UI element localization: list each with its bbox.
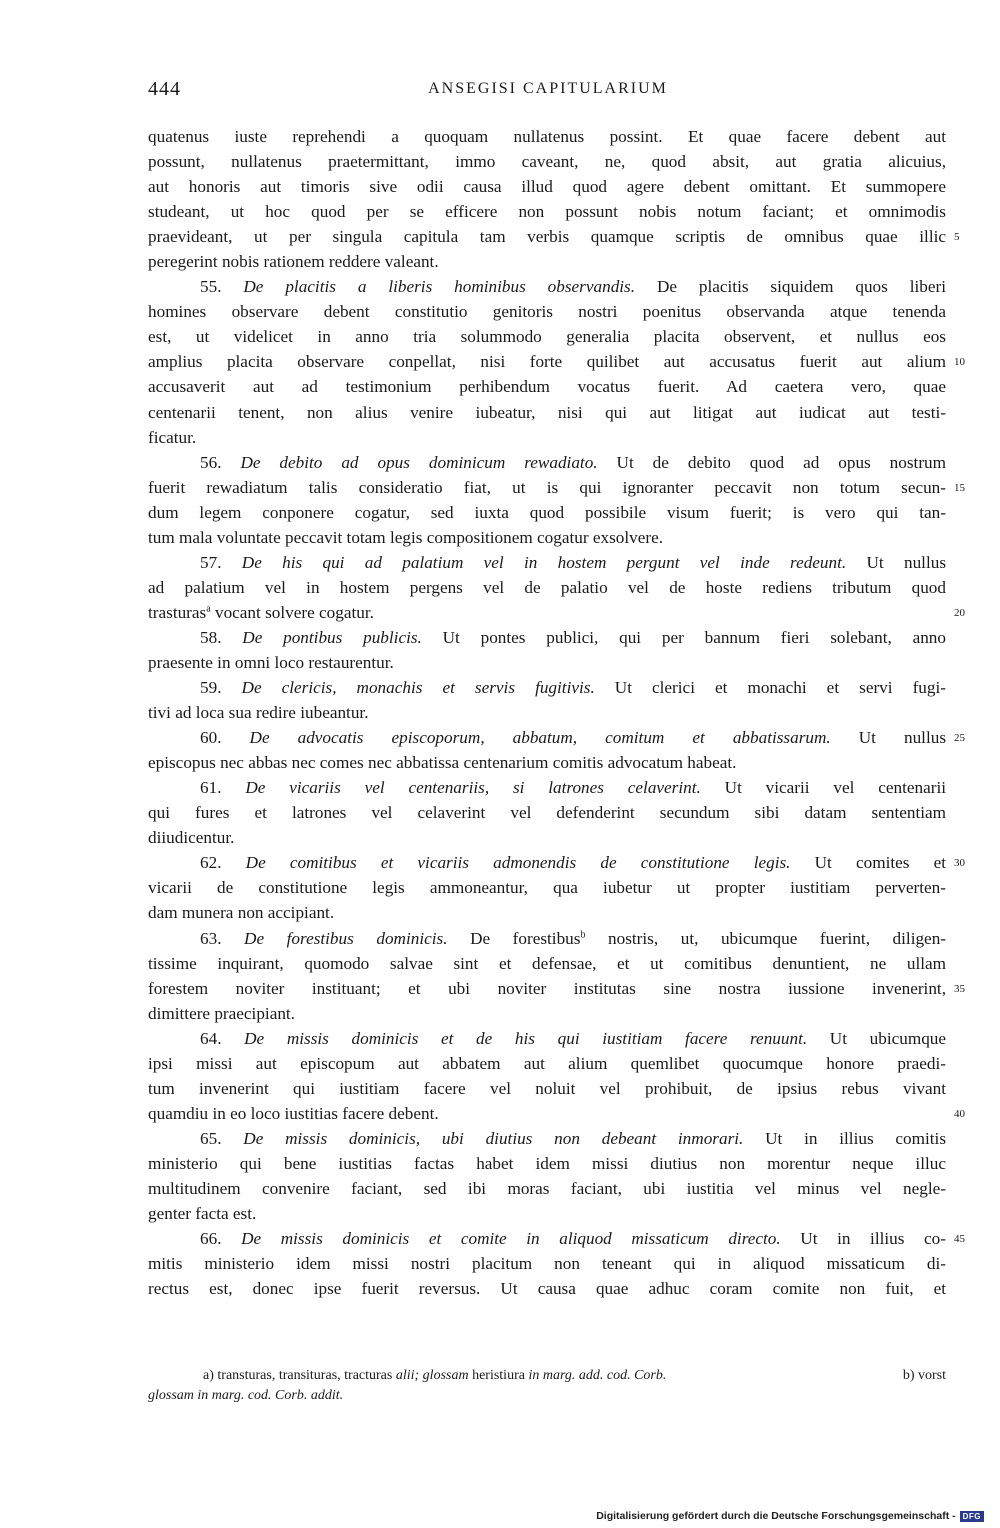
text-line: [148, 976, 946, 1001]
line-text: ad palatium vel in hostem pergens vel de palatio vel de hoste rediens tributum quod: [148, 577, 946, 597]
chapter-number: 55.: [200, 277, 222, 297]
line-text: praevideant, ut per singula capitula tam verbis quamque scriptis de omnibus quae illic: [148, 227, 946, 247]
chapter-heading: De pontibus publicis.: [242, 627, 422, 647]
text-line: [148, 1151, 946, 1176]
line-text: dum legem conponere cogatur, sed iuxta quod possibile visum fuerit; is vero qui tan-: [148, 502, 946, 522]
text-line: [148, 299, 946, 324]
chapter-heading: De missis dominicis et comite in aliquod missaticum directo.: [241, 1229, 781, 1249]
line-text: est, ut videlicet in anno tria solummodo generalia placita observent, et nullus eos: [148, 327, 946, 347]
line-text: Ut nullus: [858, 728, 947, 748]
footnote-a-italic2: in marg. add. cod. Corb.: [528, 1368, 667, 1383]
line-text: dimittere praecipiant.: [148, 1003, 295, 1023]
line-text: Ut comites et: [814, 853, 947, 873]
line-text: De forestibus: [470, 928, 581, 948]
chapter-heading: De advocatis episcoporum, abbatum, comitum et abbatissarum.: [249, 728, 831, 748]
footnote-ref: b: [580, 928, 586, 940]
line-text: vocant solvere cogatur.: [210, 602, 374, 622]
margin-line-number: 20: [954, 606, 965, 619]
text-line: [148, 1276, 946, 1301]
text-line: [148, 374, 946, 399]
margin-line-number: 30: [954, 857, 965, 870]
line-text: dam munera non accipiant.: [148, 903, 335, 923]
text-line: [148, 951, 946, 976]
text-line: [148, 750, 946, 775]
text-line: [148, 926, 946, 951]
chapter-number: 56.: [200, 452, 222, 472]
text-line: [148, 575, 946, 600]
text-line: [148, 1076, 946, 1101]
text-line: [148, 475, 946, 500]
text-line: [148, 274, 946, 299]
text-line: [148, 500, 946, 525]
footnote-b: [903, 1366, 946, 1386]
text-line: [148, 1001, 946, 1026]
page-number: 444: [148, 78, 181, 100]
footnote-a-italic: alii; glossam: [395, 1368, 469, 1383]
line-text: multitudinem convenire faciant, sed ibi moras faciant, ubi iustitia vel minus vel negle-: [148, 1178, 946, 1198]
text-line: [148, 224, 946, 249]
text-line: [148, 349, 946, 374]
chapter-heading: De his qui ad palatium vel in hostem pergunt vel inde redeunt.: [241, 552, 847, 572]
text-line: [148, 1126, 946, 1151]
footnote-a-text: transturas, transituras, tracturas: [217, 1368, 393, 1383]
footnote-a-text2: heristiura: [472, 1368, 525, 1383]
funding-notice: [596, 1510, 984, 1522]
chapter-number: 61.: [200, 778, 222, 798]
line-text: vicarii de constitutione legis ammoneantur, qua iubetur ut propter iustitiam perverten-: [148, 878, 946, 898]
page-header: [148, 78, 948, 108]
line-text: tum invenerint qui iustitiam facere vel noluit vel prohibuit, de ipsius rebus vivant: [148, 1078, 946, 1098]
chapter-number: 64.: [200, 1028, 222, 1048]
text-line: [148, 400, 946, 425]
text-line: [148, 124, 946, 149]
line-text: quatenus iuste reprehendi a quoquam nullatenus possint. Et quae facere debent aut: [148, 127, 946, 146]
footnote-a-label: a): [203, 1368, 214, 1383]
margin-line-number: 45: [954, 1233, 965, 1246]
text-line: [148, 324, 946, 349]
line-text: Ut de debito quod ad opus nostrum: [616, 452, 947, 472]
margin-line-number: 35: [954, 982, 965, 995]
line-text: Ut clerici et monachi et servi fugi-: [614, 678, 946, 698]
text-line: [148, 174, 946, 199]
chapter-heading: De forestibus dominicis.: [244, 928, 448, 948]
running-title: ANSEGISI CAPITULARIUM: [428, 80, 668, 97]
chapter-heading: De debito ad opus dominicum rewadiato.: [240, 452, 598, 472]
line-text: Ut in illius co-: [800, 1229, 946, 1249]
margin-line-number: 5: [954, 231, 960, 244]
chapter-number: 60.: [200, 728, 222, 748]
text-line: [148, 1251, 946, 1276]
text-line: [148, 800, 946, 825]
line-text: trasturas: [148, 602, 207, 622]
line-text: Ut ubicumque: [829, 1028, 947, 1048]
line-text: rectus est, donec ipse fuerit reversus. Ut causa quae adhuc coram comite non fuit, et: [148, 1279, 946, 1299]
line-text: quamdiu in eo loco iustitias facere debent.: [148, 1103, 439, 1123]
chapter-number: 58.: [200, 627, 222, 647]
line-text: aut honoris aut timoris sive odii causa illud quod agere debent omittant. Et summopere: [148, 177, 946, 197]
margin-line-number: 10: [954, 356, 965, 369]
text-line: [148, 675, 946, 700]
text-line: [148, 1101, 946, 1126]
line-text: tum mala voluntate peccavit totam legis compositionem cogatur exsolvere.: [148, 527, 663, 547]
text-line: [148, 199, 946, 224]
line-text: Ut vicarii vel centenarii: [724, 778, 946, 798]
footnote-b-continuation: [148, 1386, 946, 1406]
text-line: [148, 425, 946, 450]
text-line: [148, 249, 946, 274]
line-text: ficatur.: [148, 427, 197, 447]
chapter-number: 63.: [200, 928, 222, 948]
text-line: [148, 625, 946, 650]
line-text: fuerit rewadiatum talis consideratio fiat, ut is qui ignoranter peccavit non totum secun-: [148, 477, 946, 497]
text-line: [148, 1226, 946, 1251]
line-text: tivi ad loca sua redire iubeantur.: [148, 703, 369, 723]
text-line: [148, 825, 946, 850]
line-text: nostris, ut, ubicumque fuerint, diligen-: [585, 928, 947, 948]
chapter-heading: De clericis, monachis et servis fugitivis.: [241, 678, 595, 698]
chapter-heading: De missis dominicis, ubi diutius non debeant inmorari.: [243, 1128, 744, 1148]
text-line: [148, 775, 946, 800]
chapter-heading: De comitibus et vicariis admonendis de constitutione legis.: [245, 853, 791, 873]
text-line: [148, 1026, 946, 1051]
footnote-ref: a: [206, 603, 211, 615]
text-line: [148, 1176, 946, 1201]
line-text: studeant, ut hoc quod per se efficere non possunt nobis notum faciant; et omnimodis: [148, 202, 946, 222]
chapter-number: 59.: [200, 678, 222, 698]
chapter-heading: De vicariis vel centenariis, si latrones celaverint.: [245, 778, 701, 798]
line-text: praesente in omni loco restaurentur.: [148, 652, 394, 672]
chapter-number: 65.: [200, 1128, 222, 1148]
margin-line-number: 15: [954, 481, 965, 494]
text-line: [148, 850, 946, 875]
chapter-number: 66.: [200, 1229, 222, 1249]
line-text: genter facta est.: [148, 1204, 257, 1224]
line-text: centenarii tenent, non alius venire iubeatur, nisi qui aut litigat aut iudicat aut testi-: [148, 402, 946, 422]
footnote-a: [148, 1366, 946, 1386]
text-line: [148, 1051, 946, 1076]
footnotes: [148, 1366, 946, 1406]
line-text: mitis ministerio idem missi nostri placitum non teneant qui in aliquod missaticum di-: [148, 1254, 946, 1274]
line-text: possunt, nullatenus praetermittant, immo caveant, ne, quod absit, aut gratia alicuius,: [148, 152, 946, 172]
line-text: qui fures et latrones vel celaverint vel defenderint secundum sibi datam sententiam: [148, 803, 946, 823]
text-line: [148, 450, 946, 475]
body-text: [148, 124, 946, 1301]
chapter-heading: De placitis a liberis hominibus observandis.: [243, 277, 636, 297]
text-line: [148, 650, 946, 675]
line-text: ipsi missi aut episcopum aut abbatem aut alium quemlibet quocumque honore praedi-: [148, 1053, 946, 1073]
margin-line-number: 25: [954, 732, 965, 745]
line-text: ministerio qui bene iustitias factas habet idem missi diutius non morentur neque illuc: [148, 1153, 946, 1173]
chapter-number: 57.: [200, 552, 222, 572]
line-text: diiudicentur.: [148, 828, 235, 848]
text-line: [148, 525, 946, 550]
line-text: De placitis siquidem quos liberi: [656, 277, 946, 297]
line-text: episcopus nec abbas nec comes nec abbatissa centenarium comitis advocatum habeat.: [148, 753, 737, 773]
margin-line-number: 40: [954, 1107, 965, 1120]
line-text: accusaverit aut ad testimonium perhibendum vocatus fuerit. Ad caetera vero, quae: [148, 377, 946, 397]
line-text: homines observare debent constitutio genitoris nostri poenitus observanda atque tenenda: [148, 302, 946, 322]
line-text: Ut pontes publici, qui per bannum fieri solebant, anno: [442, 627, 946, 647]
text-line: [148, 700, 946, 725]
line-text: Ut nullus: [866, 552, 947, 572]
text-line: [148, 550, 946, 575]
footnote-b-cont-text: glossam in marg. cod. Corb. addit.: [148, 1388, 344, 1403]
line-text: peregerint nobis rationem reddere valeant.: [148, 252, 439, 272]
text-line: [148, 149, 946, 174]
text-line: [148, 600, 946, 625]
text-line: [148, 1201, 946, 1226]
funding-text: Digitalisierung gefördert durch die Deutsche Forschungsgemeinschaft -: [596, 1510, 956, 1522]
line-text: tissime inquirant, quomodo salvae sint et defensae, et ut comitibus denuntient, ne ullam: [148, 953, 946, 973]
footnote-b-label: b): [902, 1368, 915, 1383]
text-line: [148, 725, 946, 750]
chapter-number: 62.: [200, 853, 222, 873]
chapter-heading: De missis dominicis et de his qui iustitiam facere renuunt.: [244, 1028, 808, 1048]
dfg-logo-icon: DFG: [960, 1511, 984, 1522]
text-line: [148, 900, 946, 925]
text-line: [148, 875, 946, 900]
line-text: Ut in illius comitis: [765, 1128, 947, 1148]
line-text: forestem noviter instituant; et ubi noviter institutas sine nostra iussione invenerint,: [148, 978, 946, 998]
line-text: amplius placita observare conpellat, nisi forte quilibet aut accusatus fuerit aut alium: [148, 352, 946, 372]
footnote-b-text: vorst: [918, 1368, 946, 1383]
